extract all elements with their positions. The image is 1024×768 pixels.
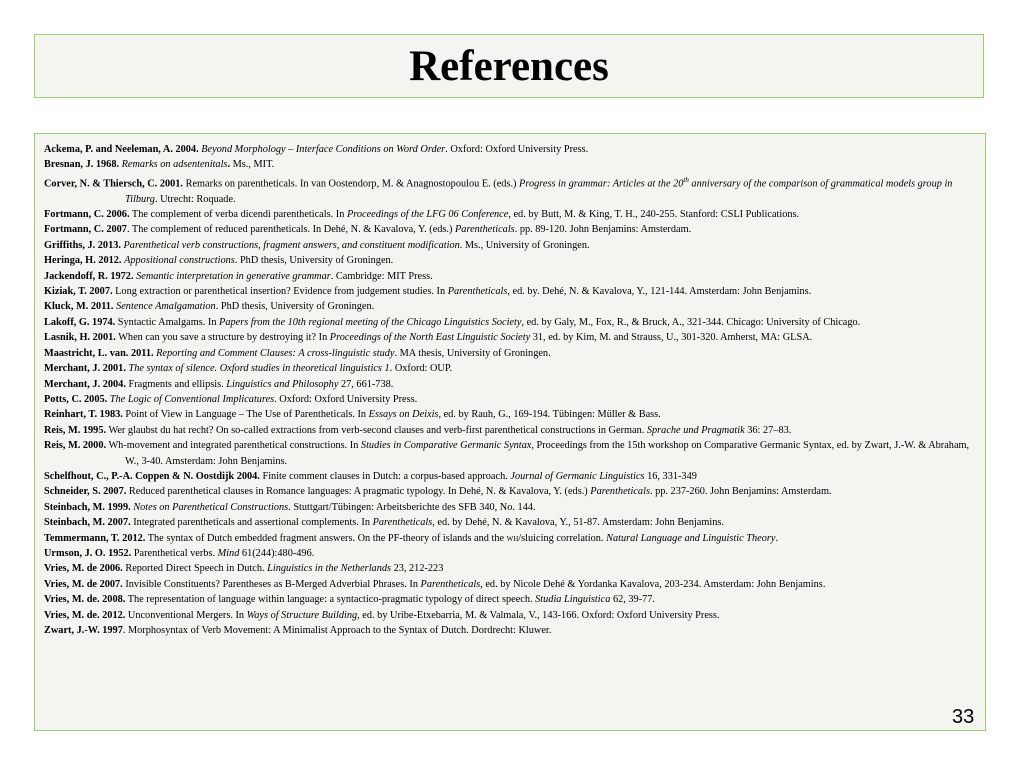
reference-text: Parentheticals [420, 578, 481, 590]
reference-entry [44, 438, 977, 469]
reference-text: 27, 661-738. [338, 378, 394, 390]
reference-entry [44, 315, 977, 330]
reference-entry [44, 577, 977, 592]
reference-author: Temmermann, T. 2012. [44, 532, 146, 544]
reference-text: Linguistics in the Netherlands [267, 563, 392, 575]
reference-entry [44, 392, 977, 407]
reference-text: Linguistics and Philosophy [226, 378, 339, 390]
page-title: References [409, 42, 609, 90]
reference-entry [44, 284, 977, 299]
reference-author: Reis, M. 1995. [44, 424, 107, 436]
reference-text: . Stuttgart/Tübingen: Arbeitsberichte des SFB 340, No. 144. [288, 501, 536, 513]
reference-text: . Cambridge: MIT Press. [330, 270, 433, 282]
reference-text: . Ms., University of Groningen. [459, 239, 590, 251]
reference-text: . PhD thesis, University of Groningen. [234, 255, 394, 267]
reference-author: Merchant, J. 2001. [44, 363, 126, 375]
reference-author: Heringa, H. 2012. [44, 255, 122, 267]
reference-entry [44, 361, 977, 376]
reference-entry [44, 484, 977, 499]
reference-text: Wer glaubst du hat recht? On so-called extractions from verb-second clauses and verb-first parenthetical constructions in German. [106, 424, 647, 436]
reference-text: The Logic of Conventional Implicatures [109, 393, 275, 405]
reference-text: Unconventional Mergers. In [125, 609, 247, 621]
reference-text: . Oxford: Oxford University Press. [445, 144, 589, 155]
reference-text: Essays on Deixis [368, 409, 439, 421]
reference-text: Ms., MIT. [230, 159, 275, 171]
reference-entry [44, 531, 977, 546]
reference-text: When can you save a structure by destroying it? In [115, 332, 330, 344]
reference-author: Maastricht, L. van. 2011. [44, 347, 154, 359]
reference-author: Steinbach, M. 1999. [44, 501, 131, 513]
reference-text: Long extraction or parenthetical insertion? Evidence from judgement studies. In [112, 286, 448, 298]
reference-text: Reduced parenthetical clauses in Romance languages: A pragmatic typology. In Dehé, N. & Kavalova, Y. (eds.) [126, 486, 591, 498]
reference-text: Syntactic Amalgams. In [115, 316, 220, 328]
reference-text: The syntax of Dutch embedded fragment answers. On the PF-theory of islands and the [145, 532, 507, 544]
reference-text: Studia Linguistica [535, 594, 611, 606]
reference-text: Sprache und Pragmatik [646, 424, 745, 436]
reference-entry [44, 561, 977, 576]
reference-text: th [683, 175, 689, 184]
reference-text: Wh-movement and integrated parenthetical constructions. In [106, 440, 361, 452]
reference-text: Parentheticals [590, 486, 650, 498]
reference-entry [44, 222, 977, 237]
reference-text: Parenthetical verb constructions, fragment answers, and constituent modification [123, 239, 460, 251]
reference-text: , Proceedings from the 15th workshop on Comparative Germanic Syntax, ed. by Zwart, J.-W. & Abraham, W., 3-40. Amsterdam: John Benjamins. [125, 440, 970, 467]
reference-author: Lakoff, G. 1974. [44, 316, 116, 328]
reference-text: Parenthetical verbs. [131, 547, 218, 559]
reference-author: Potts, C. 2005. [44, 393, 108, 405]
reference-text: . pp. 89-120. John Benjamins: Amsterdam. [514, 224, 692, 236]
reference-text: Appositional constructions [124, 255, 235, 267]
reference-text: Proceedings of the North East Linguistic Society [329, 332, 531, 344]
reference-author: Schelfhout, C., P.-A. Coppen & N. Oostdijk 2004. [44, 470, 260, 482]
reference-text: Parentheticals [455, 224, 515, 236]
reference-text: . [227, 159, 231, 171]
reference-author: Kluck, M. 2011. [44, 301, 114, 313]
reference-text: 16, 331-349 [644, 470, 697, 482]
reference-text: . pp. 237-260. John Benjamins: Amsterdam. [649, 486, 832, 498]
reference-text: Remarks on parentheticals. In van Oostendorp, M. & Anagnostopoulou E. (eds.) [183, 178, 520, 190]
reference-text: Beyond Morphology – Interface Conditions on Word Order [201, 144, 446, 155]
reference-entry [44, 253, 977, 268]
reference-text: . The complement of reduced parentheticals. In Dehé, N. & Kavalova, Y. (eds.) [126, 224, 456, 236]
reference-author: Ackema, P. and Neeleman, A. 2004. [44, 144, 199, 155]
reference-entry [44, 238, 977, 253]
reference-text: 61(244):480-496. [239, 547, 315, 559]
reference-text: 31, ed. by Kim, M. and Strauss, U., 301-320. Amherst, MA: GLSA. [530, 332, 813, 344]
reference-text: , ed. by Dehé, N. & Kavalova, Y., 51-87. Amsterdam: John Benjamins. [432, 517, 724, 529]
reference-author: Bresnan, J. 1968. [44, 159, 120, 171]
reference-text: Fragments and ellipsis. [125, 378, 227, 390]
reference-author: Fortmann, C. 2006. [44, 209, 130, 221]
reference-entry [44, 346, 977, 361]
reference-author: Vries, M. de 2006. [44, 563, 123, 575]
reference-entry [44, 423, 977, 438]
reference-text: The syntax of silence. Oxford studies in theoretical linguistics 1 [128, 363, 390, 375]
reference-author: Steinbach, M. 2007. [44, 517, 131, 529]
reference-text: The representation of language within language: a syntactico-pragmatic typology of direct speech. [125, 594, 536, 606]
reference-entry [44, 377, 977, 392]
reference-author: Vries, M. de. 2012. [44, 609, 126, 621]
reference-author: Jackendoff, R. 1972. [44, 270, 134, 282]
reference-text: Papers from the 10th regional meeting of the Chicago Linguistics Society [219, 316, 522, 328]
reference-text: . MA thesis, University of Groningen. [394, 347, 551, 359]
reference-entry [44, 592, 977, 607]
reference-text: /sluicing correlation. [518, 532, 607, 544]
reference-author: Reinhart, T. 1983. [44, 409, 123, 421]
reference-author: Vries, M. de 2007. [44, 578, 123, 590]
reference-author: Griffiths, J. 2013. [44, 239, 121, 251]
reference-text: , ed. by Butt, M. & King, T. H., 240-255. Stanford: CSLI Publications. [508, 209, 800, 221]
reference-text: , ed. by Galy, M., Fox, R., & Bruck, A., 321-344. Chicago: University of Chicago. [521, 316, 861, 328]
reference-text: Notes on Parenthetical Constructions [133, 501, 289, 513]
reference-author: Lasnik, H. 2001. [44, 332, 116, 344]
reference-text: . Utrecht: Roquade. [154, 193, 236, 205]
reference-text: anniversary of the comparison of grammatical models group in Tilburg [125, 178, 953, 205]
reference-text: Remarks on adsentenitals [121, 159, 228, 171]
reference-entry [44, 173, 977, 207]
references-list [34, 133, 986, 731]
reference-entry [44, 142, 977, 157]
reference-text: Invisible Constituents? Parentheses as B-Merged Adverbial Phrases. In [122, 578, 421, 590]
reference-author: Reis, M. 2000. [44, 440, 107, 452]
reference-author: Schneider, S. 2007. [44, 486, 127, 498]
reference-text: . Oxford: Oxford University Press. [274, 393, 418, 405]
reference-text: 62, 39-77. [610, 594, 655, 606]
reference-entry [44, 269, 977, 284]
reference-text: Ways of Structure Building [246, 609, 358, 621]
reference-entry [44, 469, 977, 484]
reference-text: Journal of Germanic Linguistics [510, 470, 645, 482]
reference-text: , ed. by Uribe-Etxebarria, M. & Valmala, V., 143-166. Oxford: Oxford University Press. [357, 609, 720, 621]
reference-text: . Oxford: OUP. [389, 363, 453, 375]
reference-text: Parentheticals [372, 517, 433, 529]
reference-entry [44, 500, 977, 515]
reference-entry [44, 546, 977, 561]
reference-text: Progress in grammar: Articles at the 20 [519, 178, 684, 190]
reference-text: Point of View in Language – The Use of Parentheticals. In [122, 409, 369, 421]
reference-entry [44, 515, 977, 530]
reference-text: Proceedings of the LFG 06 Conference [346, 209, 509, 221]
reference-entry [44, 330, 977, 345]
reference-text: Reported Direct Speech in Dutch. [122, 563, 268, 575]
reference-entry [44, 608, 977, 623]
reference-text: Sentence Amalgamation [116, 301, 216, 313]
reference-text: Finite comment clauses in Dutch: a corpus-based approach. [259, 470, 511, 482]
reference-author: Kiziak, T. 2007. [44, 286, 113, 298]
reference-author: Zwart, J.-W. 1997 [44, 625, 123, 637]
reference-text: , ed. by. Dehé, N. & Kavalova, Y., 121-144. Amsterdam: John Benjamins. [507, 286, 812, 298]
reference-entry [44, 207, 977, 222]
reference-text: 36: 27–83. [744, 424, 792, 436]
reference-text: Natural Language and Linguistic Theory [606, 532, 776, 544]
reference-entry [44, 157, 977, 172]
reference-text: Reporting and Comment Clauses: A cross-linguistic study [156, 347, 395, 359]
reference-text: Parentheticals [447, 286, 508, 298]
reference-text: . Morphosyntax of Verb Movement: A Minimalist Approach to the Syntax of Dutch. Dordrecht: Kluwer. [122, 625, 552, 637]
reference-entry [44, 407, 977, 422]
reference-author: Corver, N. & Thiersch, C. 2001. [44, 178, 183, 190]
reference-text: . PhD thesis, University of Groningen. [215, 301, 375, 313]
reference-text: , ed. by Nicole Dehé & Yordanka Kavalova, 203-234. Amsterdam: John Benjamins. [480, 578, 826, 590]
reference-text: wh [506, 532, 519, 544]
reference-text: Integrated parentheticals and assertional complements. In [130, 517, 373, 529]
reference-text: 23, 212-223 [391, 563, 444, 575]
reference-author: Merchant, J. 2004. [44, 378, 126, 390]
reference-entry [44, 299, 977, 314]
reference-text: Studies in Comparative Germanic Syntax [360, 440, 532, 452]
reference-text: Mind [217, 547, 240, 559]
reference-text: , ed. by Rauh, G., 169-194. Tübingen: Müller & Bass. [438, 409, 661, 421]
reference-entry [44, 623, 977, 638]
reference-author: Urmson, J. O. 1952. [44, 547, 132, 559]
reference-text: . [775, 532, 779, 544]
reference-author: Fortmann, C. 2007 [44, 224, 127, 236]
page-number: 33 [952, 706, 975, 728]
reference-text: Semantic interpretation in generative grammar [136, 270, 331, 282]
title-box [34, 34, 984, 98]
reference-text: The complement of verba dicendi parentheticals. In [129, 209, 347, 221]
reference-author: Vries, M. de. 2008. [44, 594, 126, 606]
